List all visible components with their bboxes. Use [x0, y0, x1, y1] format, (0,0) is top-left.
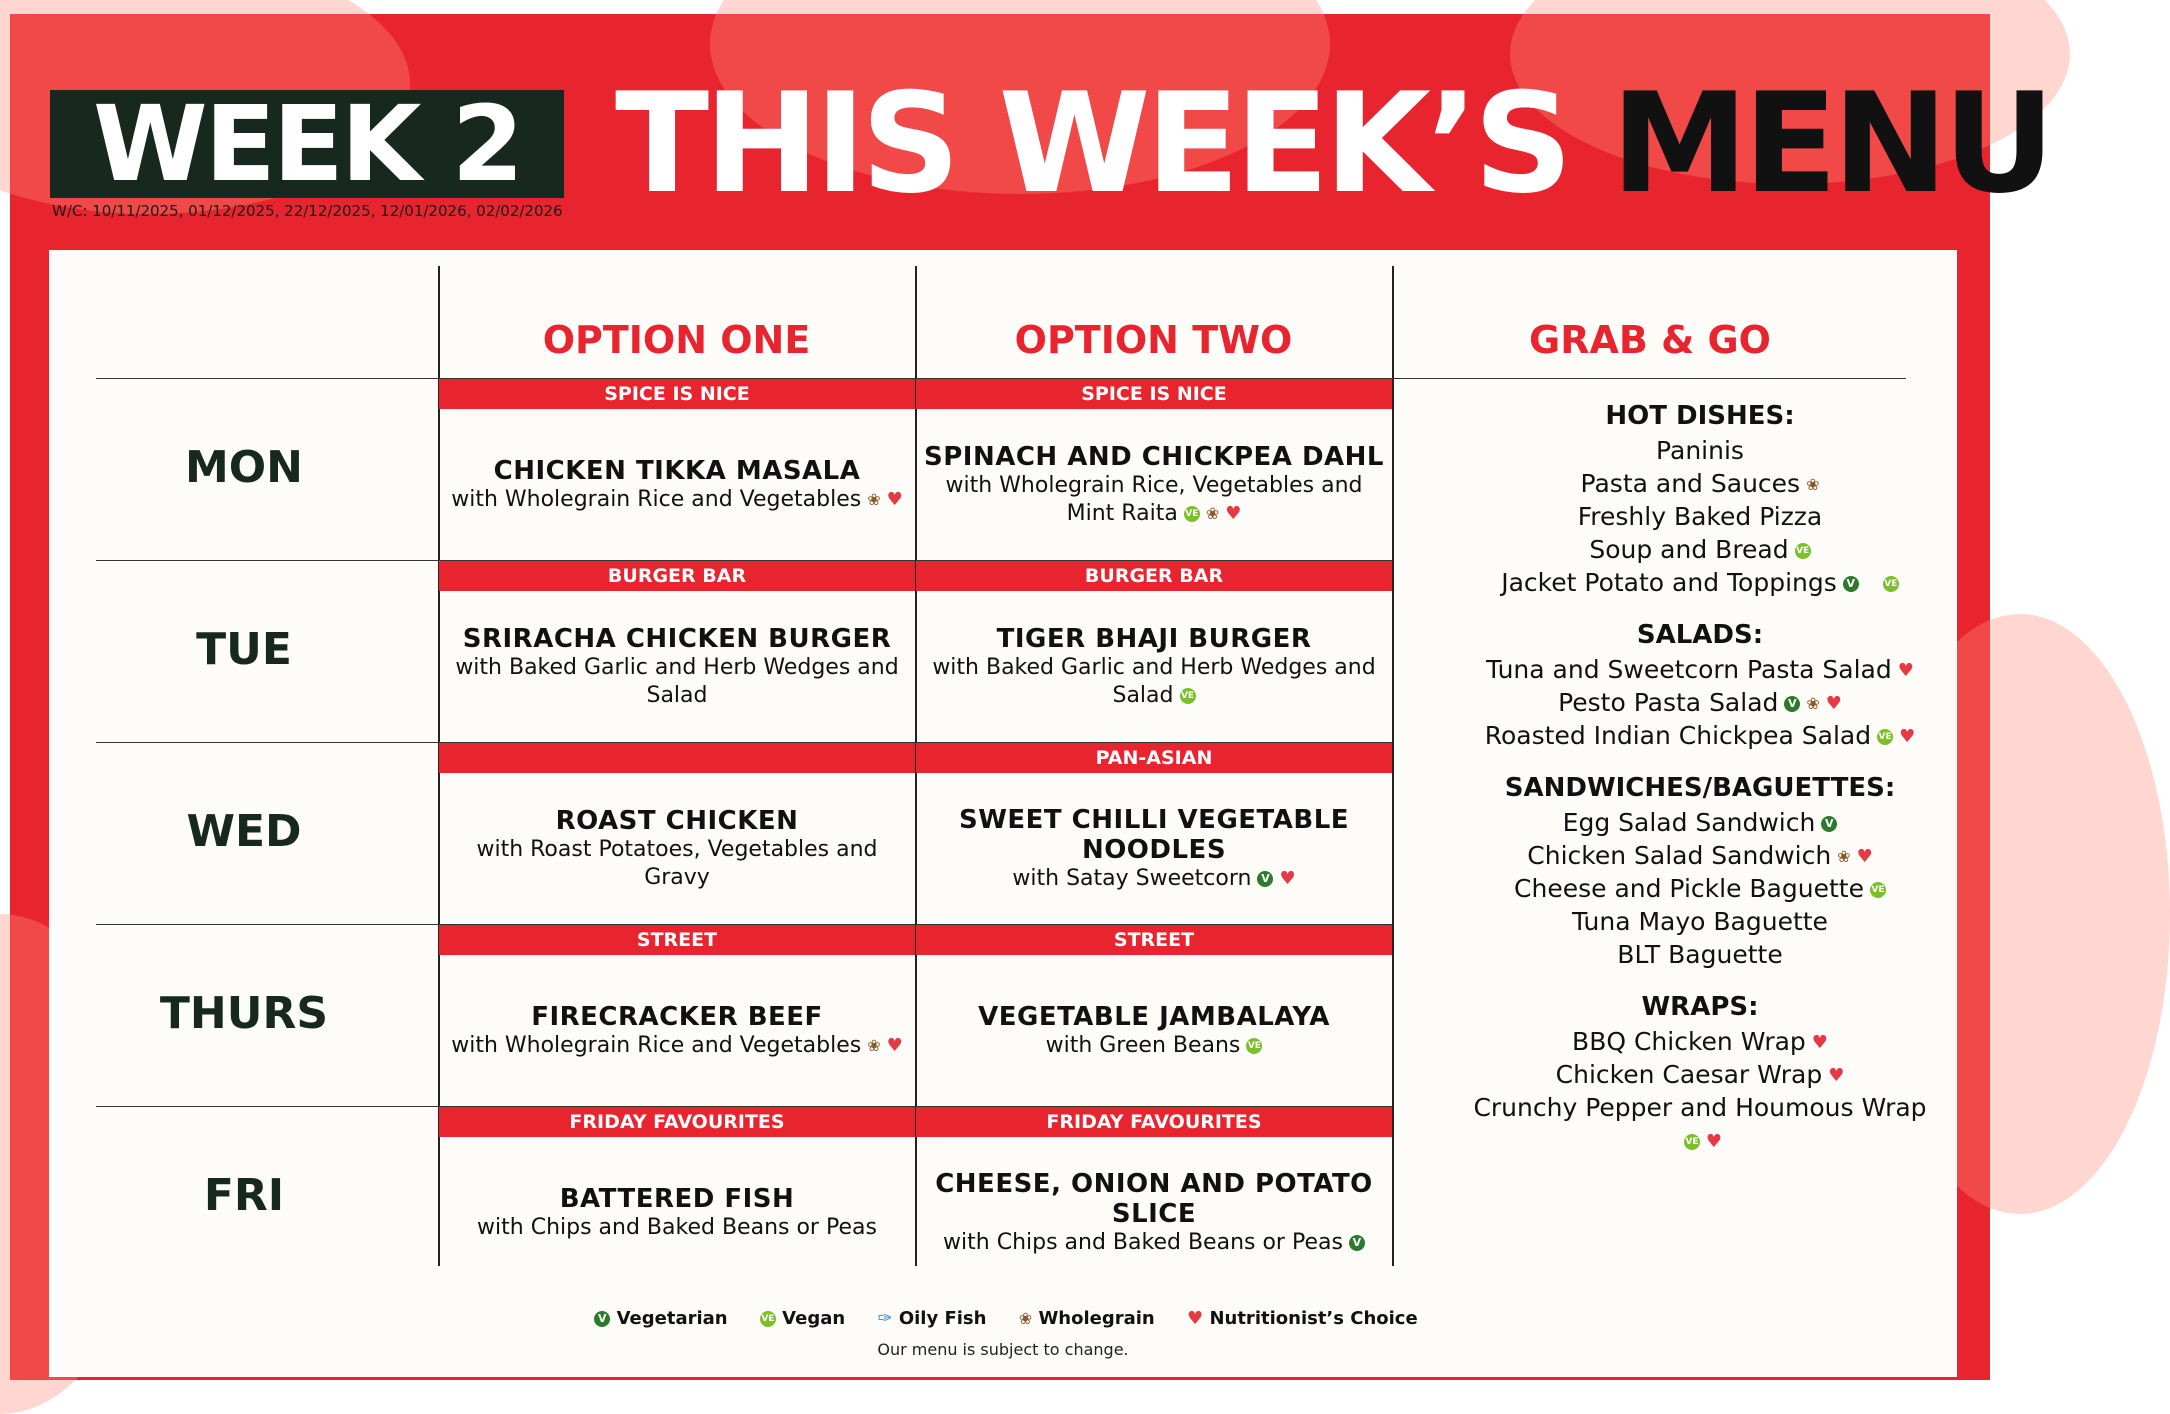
- dish-name: FIRECRACKER BEEF: [531, 1001, 823, 1032]
- list-item: Pesto Pasta Salad V ❀ ♥: [1558, 688, 1842, 717]
- list-item: Crunchy Pepper and Houmous Wrap: [1473, 1093, 1927, 1122]
- day-label-mon: MON: [184, 442, 303, 493]
- dish-name: VEGETABLE JAMBALAYA: [978, 1001, 1330, 1032]
- vegetarian-icon: V: [1784, 696, 1800, 712]
- legend-wholegrain: Wholegrain: [1038, 1308, 1155, 1329]
- day-label-thurs: THURS: [159, 988, 329, 1039]
- menu-cell-tue-option-one: [439, 561, 915, 742]
- wholegrain-icon: ❀: [867, 489, 881, 509]
- title-accent: MENU: [1610, 63, 2051, 224]
- oily-fish-icon: ✑: [877, 1308, 893, 1329]
- legend-oily-fish: Oily Fish: [898, 1308, 987, 1329]
- nutritionist-choice-icon: ♥: [1825, 693, 1842, 714]
- dish-description: with Wholegrain Rice, Vegetables and Mint Raita: [945, 472, 1363, 526]
- wholegrain-icon: ❀: [1837, 847, 1851, 866]
- list-item: Freshly Baked Pizza: [1577, 502, 1823, 531]
- dish-name: SRIRACHA CHICKEN BURGER: [462, 623, 892, 654]
- page-title: [615, 63, 2051, 224]
- cuisine-band: BURGER BAR: [916, 561, 1392, 591]
- day-label-tue: TUE: [196, 624, 292, 675]
- vegetarian-icon: V: [1821, 816, 1837, 832]
- column-header-grab-go: GRAB & GO: [1529, 318, 1771, 362]
- column-divider: [1392, 266, 1394, 1266]
- menu-cell-tue-option-two: [916, 561, 1392, 742]
- list-item: Chicken Caesar Wrap ♥: [1555, 1060, 1845, 1089]
- day-label-wed: WED: [186, 806, 302, 857]
- vegan-icon: VE: [1877, 729, 1893, 745]
- column-header-option-two: OPTION TWO: [1014, 318, 1293, 362]
- section-title-wraps: WRAPS:: [1641, 992, 1759, 1022]
- menu-panel: [49, 250, 1957, 1377]
- legend-vegetarian: Vegetarian: [616, 1308, 728, 1329]
- dish-description: with Satay Sweetcorn: [1012, 865, 1252, 891]
- menu-cell-wed-option-two: [916, 743, 1392, 924]
- dish-name: BATTERED FISH: [559, 1183, 795, 1214]
- column-header-option-one: OPTION ONE: [542, 318, 811, 362]
- cuisine-band: STREET: [916, 925, 1392, 955]
- vegan-icon: VE: [1795, 543, 1811, 559]
- disclaimer-note: Our menu is subject to change.: [877, 1340, 1129, 1359]
- title-main: THIS WEEK’S: [615, 63, 1611, 224]
- list-item: Egg Salad Sandwich V: [1443, 806, 1957, 839]
- list-item: Tuna Mayo Baguette: [1572, 907, 1828, 936]
- section-title-hot-dishes: HOT DISHES:: [1605, 401, 1795, 431]
- list-item: BBQ Chicken Wrap ♥: [1572, 1027, 1828, 1056]
- grab-go-list: [1443, 380, 1957, 1157]
- dish-description: with Roast Potatoes, Vegetables and Gravy: [476, 836, 878, 890]
- cuisine-band: FRIDAY FAVOURITES: [916, 1107, 1392, 1137]
- list-item: Tuna and Sweetcorn Pasta Salad ♥: [1486, 655, 1914, 684]
- nutritionist-choice-icon: ♥: [1811, 1032, 1828, 1053]
- vegan-icon: VE: [760, 1311, 776, 1327]
- legend-vegan: Vegan: [782, 1308, 846, 1329]
- wholegrain-icon: ❀: [1018, 1309, 1033, 1328]
- list-item: BLT Baguette: [1617, 940, 1783, 969]
- dish-description: with Chips and Baked Beans or Peas: [943, 1229, 1343, 1255]
- dish-description: with Chips and Baked Beans or Peas: [477, 1214, 877, 1240]
- vegan-icon: VE: [1246, 1038, 1262, 1054]
- vegan-icon: VE: [1180, 688, 1196, 704]
- dish-name: SWEET CHILLI VEGETABLE NOODLES: [958, 804, 1350, 865]
- vegan-icon: VE: [1883, 576, 1899, 592]
- dish-description: with Wholegrain Rice and Vegetables: [451, 486, 862, 512]
- vegan-icon: VE: [1684, 1134, 1700, 1150]
- menu-cell-thurs-option-one: [439, 925, 915, 1106]
- list-item: Soup and Bread VE: [1589, 535, 1810, 564]
- wholegrain-icon: ❀: [1806, 694, 1820, 713]
- list-item: Chicken Salad Sandwich ❀ ♥: [1527, 841, 1873, 870]
- vegan-icon: VE: [1870, 882, 1886, 898]
- nutritionist-choice-icon: ♥: [1897, 660, 1914, 681]
- week-label: WEEK 2: [50, 90, 564, 198]
- nutritionist-choice-icon: ♥: [886, 1034, 903, 1056]
- dish-description: with Green Beans: [1045, 1032, 1241, 1058]
- vegetarian-icon: V: [594, 1311, 610, 1327]
- cuisine-band: PAN-ASIAN: [916, 743, 1392, 773]
- cuisine-band: [439, 743, 915, 773]
- menu-poster: [10, 14, 2051, 1380]
- dish-name: CHICKEN TIKKA MASALA: [493, 455, 861, 486]
- section-title-sandwiches: SANDWICHES/BAGUETTES:: [1504, 773, 1896, 803]
- legend-nutritionist-choice: Nutritionist’s Choice: [1209, 1308, 1418, 1329]
- nutritionist-choice-icon: ♥: [1899, 726, 1916, 747]
- wholegrain-icon: ❀: [867, 1035, 881, 1055]
- dish-name: SPINACH AND CHICKPEA DAHL: [923, 441, 1384, 472]
- cuisine-band: SPICE IS NICE: [439, 379, 915, 409]
- list-item: Roasted Indian Chickpea Salad VE ♥: [1484, 721, 1916, 750]
- nutritionist-choice-icon: ♥: [1187, 1308, 1204, 1329]
- cuisine-band: FRIDAY FAVOURITES: [439, 1107, 915, 1137]
- menu-cell-thurs-option-two: [916, 925, 1392, 1106]
- menu-cell-fri-option-one: [439, 1107, 915, 1288]
- list-item: Jacket Potato and Toppings V VE: [1501, 568, 1898, 597]
- day-label-fri: FRI: [203, 1170, 285, 1221]
- vegetarian-icon: V: [1349, 1235, 1365, 1251]
- vegan-icon: VE: [1184, 506, 1200, 522]
- cuisine-band: STREET: [439, 925, 915, 955]
- menu-cell-fri-option-two: [916, 1107, 1392, 1288]
- list-item: Cheese and Pickle Baguette VE: [1514, 874, 1885, 903]
- nutritionist-choice-icon: ♥: [1828, 1065, 1845, 1086]
- cuisine-band: BURGER BAR: [439, 561, 915, 591]
- vegetarian-icon: V: [1843, 576, 1859, 592]
- dish-description: with Baked Garlic and Herb Wedges and Salad: [455, 654, 899, 708]
- cuisine-band: SPICE IS NICE: [916, 379, 1392, 409]
- nutritionist-choice-icon: ♥: [1279, 867, 1296, 889]
- wholegrain-icon: ❀: [1806, 475, 1820, 494]
- dish-name: TIGER BHAJI BURGER: [996, 623, 1312, 654]
- menu-cell-mon-option-one: [439, 379, 915, 560]
- nutritionist-choice-icon: ♥: [1225, 502, 1242, 524]
- wholegrain-icon: ❀: [1205, 503, 1220, 523]
- list-item: Pasta and Sauces ❀: [1580, 469, 1820, 498]
- nutritionist-choice-icon: ♥: [886, 488, 903, 510]
- list-item-icons: [1443, 1124, 1957, 1157]
- nutritionist-choice-icon: ♥: [1705, 1131, 1723, 1152]
- dish-name: CHEESE, ONION AND POTATO SLICE: [935, 1168, 1373, 1229]
- menu-cell-mon-option-two: [916, 379, 1392, 560]
- legend: [49, 1308, 1957, 1329]
- week-commencing-dates: W/C: 10/11/2025, 01/12/2025, 22/12/2025, 12/01/2026, 02/02/2026: [52, 202, 563, 220]
- nutritionist-choice-icon: ♥: [1856, 846, 1873, 867]
- vegetarian-icon: V: [1257, 871, 1273, 887]
- dish-description: with Wholegrain Rice and Vegetables: [451, 1032, 862, 1058]
- list-item: Paninis: [1656, 436, 1744, 465]
- menu-cell-wed-option-one: [439, 743, 915, 924]
- dish-name: ROAST CHICKEN: [555, 805, 799, 836]
- section-title-salads: SALADS:: [1636, 620, 1764, 650]
- dish-description: with Baked Garlic and Herb Wedges and Salad: [932, 654, 1376, 708]
